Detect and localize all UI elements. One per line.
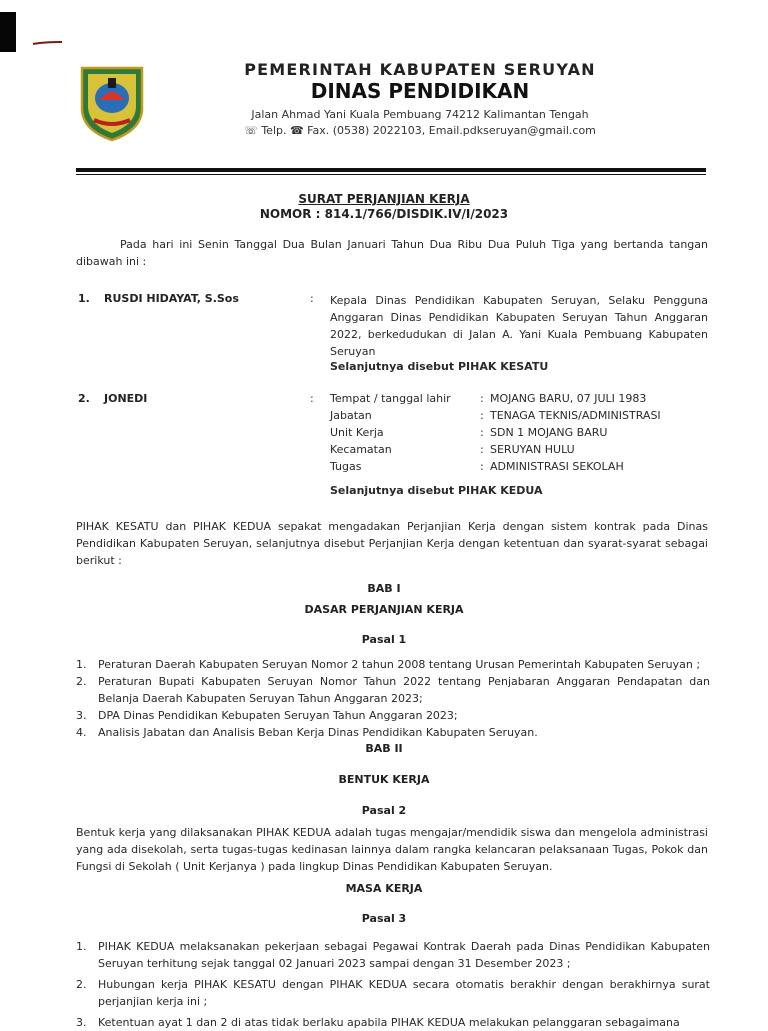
party2-colon: : xyxy=(310,392,314,405)
letterhead-divider-thick xyxy=(76,168,706,172)
party1-description: Kepala Dinas Pendidikan Kabupaten Seruyan, Selaku Pengguna Anggaran Dinas Pendidikan Kabupaten Seruyan Tahun Anggaran 2022, berkedudukan di Jalan A. Yani Kuala Pembuang Kabupaten Seruyan xyxy=(330,294,708,358)
detail-colon: : xyxy=(480,392,484,405)
agency-contact: ☏ Telp. ☎ Fax. (0538) 2022103, Email.pdkseruyan@gmail.com xyxy=(244,124,596,137)
pasal3-list xyxy=(76,938,710,1031)
pasal3-label: Pasal 3 xyxy=(361,912,407,925)
government-name: PEMERINTAH KABUPATEN SERUYAN xyxy=(244,60,596,79)
masa-kerja-title: MASA KERJA xyxy=(345,882,423,895)
list-item: 4. Analisis Jabatan dan Analisis Beban Kerja Dinas Pendidikan Kabupaten Seruyan. xyxy=(76,726,538,739)
list-item: 1. Peraturan Daerah Kabupaten Seruyan Nomor 2 tahun 2008 tentang Urusan Pemerintah Kabupaten Seruyan ; xyxy=(76,658,701,671)
document-title-block xyxy=(0,192,768,221)
scan-edge-mark xyxy=(0,12,16,52)
list-item: 3. Ketentuan ayat 1 dan 2 di atas tidak berlaku apabila PIHAK KEDUA melakukan pelanggaran sebagaimana xyxy=(76,1016,680,1029)
document-number: NOMOR : 814.1/766/DISDIK.IV/I/2023 xyxy=(259,207,509,221)
list-item: 1. PIHAK KEDUA melaksanakan pekerjaan sebagai Pegawai Kontrak Daerah pada Dinas Pendidikan Kabupaten Seruyan terhitung sejak tanggal 02 Januari 2023 sampai dengan 31 Desember 2023 ; xyxy=(76,940,710,970)
party1-number: 1. xyxy=(78,292,90,305)
detail-label: Jabatan xyxy=(330,409,372,422)
detail-colon: : xyxy=(480,460,484,473)
pasal2-paragraph: Bentuk kerja yang dilaksanakan PIHAK KEDUA adalah tugas mengajar/mendidik siswa dan mengelola administrasi yang ada disekolah, serta tugas-tugas kedinasan lainnya dalam rangka kelancaran pelaksanaan Tugas, Pokok dan Fungsi di Sekolah ( Unit Kerjanya ) pada lingkup Dinas Pendidikan Kabupaten Seruyan. xyxy=(76,826,708,873)
detail-label: Unit Kerja xyxy=(330,426,384,439)
pasal1-label: Pasal 1 xyxy=(361,633,407,646)
detail-label: Kecamatan xyxy=(330,443,392,456)
detail-value: ADMINISTRASI SEKOLAH xyxy=(490,460,624,473)
bab1-title: DASAR PERJANJIAN KERJA xyxy=(304,603,464,616)
detail-value: SERUYAN HULU xyxy=(490,443,575,456)
bab2-label: BAB II xyxy=(365,742,403,755)
agreement-paragraph: PIHAK KESATU dan PIHAK KEDUA sepakat mengadakan Perjanjian Kerja dengan sistem kontrak pada Dinas Pendidikan Kabupaten Seruyan, selanjutnya disebut Perjanjian Kerja dengan ketentuan dan syarat-syarat sebagai berikut : xyxy=(76,520,708,567)
party2-designation: Selanjutnya disebut PIHAK KEDUA xyxy=(330,484,543,497)
party1-name: RUSDI HIDAYAT, S.Sos xyxy=(104,292,239,305)
party2-number: 2. xyxy=(78,392,90,405)
detail-value: TENAGA TEKNIS/ADMINISTRASI xyxy=(490,409,661,422)
list-item: 2. Hubungan kerja PIHAK KESATU dengan PIHAK KEDUA secara otomatis berakhir dengan berakhirnya surat perjanjian kerja ini ; xyxy=(76,978,710,1008)
bab2-title: BENTUK KERJA xyxy=(338,773,430,786)
letterhead-divider-thin xyxy=(76,174,706,175)
detail-value: MOJANG BARU, 07 JULI 1983 xyxy=(490,392,647,405)
detail-value: SDN 1 MOJANG BARU xyxy=(490,426,608,439)
intro-paragraph: Pada hari ini Senin Tanggal Dua Bulan Januari Tahun Dua Ribu Dua Puluh Tiga yang bertanda tangan dibawah ini : xyxy=(76,238,708,268)
regency-emblem-icon xyxy=(78,64,146,142)
pasal2-label: Pasal 2 xyxy=(361,804,407,817)
letterhead xyxy=(180,60,660,139)
list-item: 3. DPA Dinas Pendidikan Kebupaten Seruyan Tahun Anggaran 2023; xyxy=(76,709,458,722)
agency-address: Jalan Ahmad Yani Kuala Pembuang 74212 Kalimantan Tengah xyxy=(251,108,589,121)
detail-colon: : xyxy=(480,409,484,422)
detail-label: Tempat / tanggal lahir xyxy=(330,392,451,405)
detail-colon: : xyxy=(480,426,484,439)
party2-name: JONEDI xyxy=(104,392,148,405)
party1-designation: Selanjutnya disebut PIHAK KESATU xyxy=(330,360,549,373)
bab1-label: BAB I xyxy=(367,582,401,595)
pasal1-list xyxy=(76,656,710,741)
list-item: 2. Peraturan Bupati Kabupaten Seruyan Nomor Tahun 2022 tentang Penjabaran Anggaran Pendapatan dan Belanja Daerah Kabupaten Seruyan Tahun Anggaran 2023; xyxy=(76,675,710,705)
pen-stroke-mark xyxy=(32,40,64,46)
document-title: SURAT PERJANJIAN KERJA xyxy=(298,192,470,206)
detail-colon: : xyxy=(480,443,484,456)
detail-label: Tugas xyxy=(330,460,362,473)
agency-name: DINAS PENDIDIKAN xyxy=(310,79,530,103)
party1-colon: : xyxy=(310,292,314,305)
